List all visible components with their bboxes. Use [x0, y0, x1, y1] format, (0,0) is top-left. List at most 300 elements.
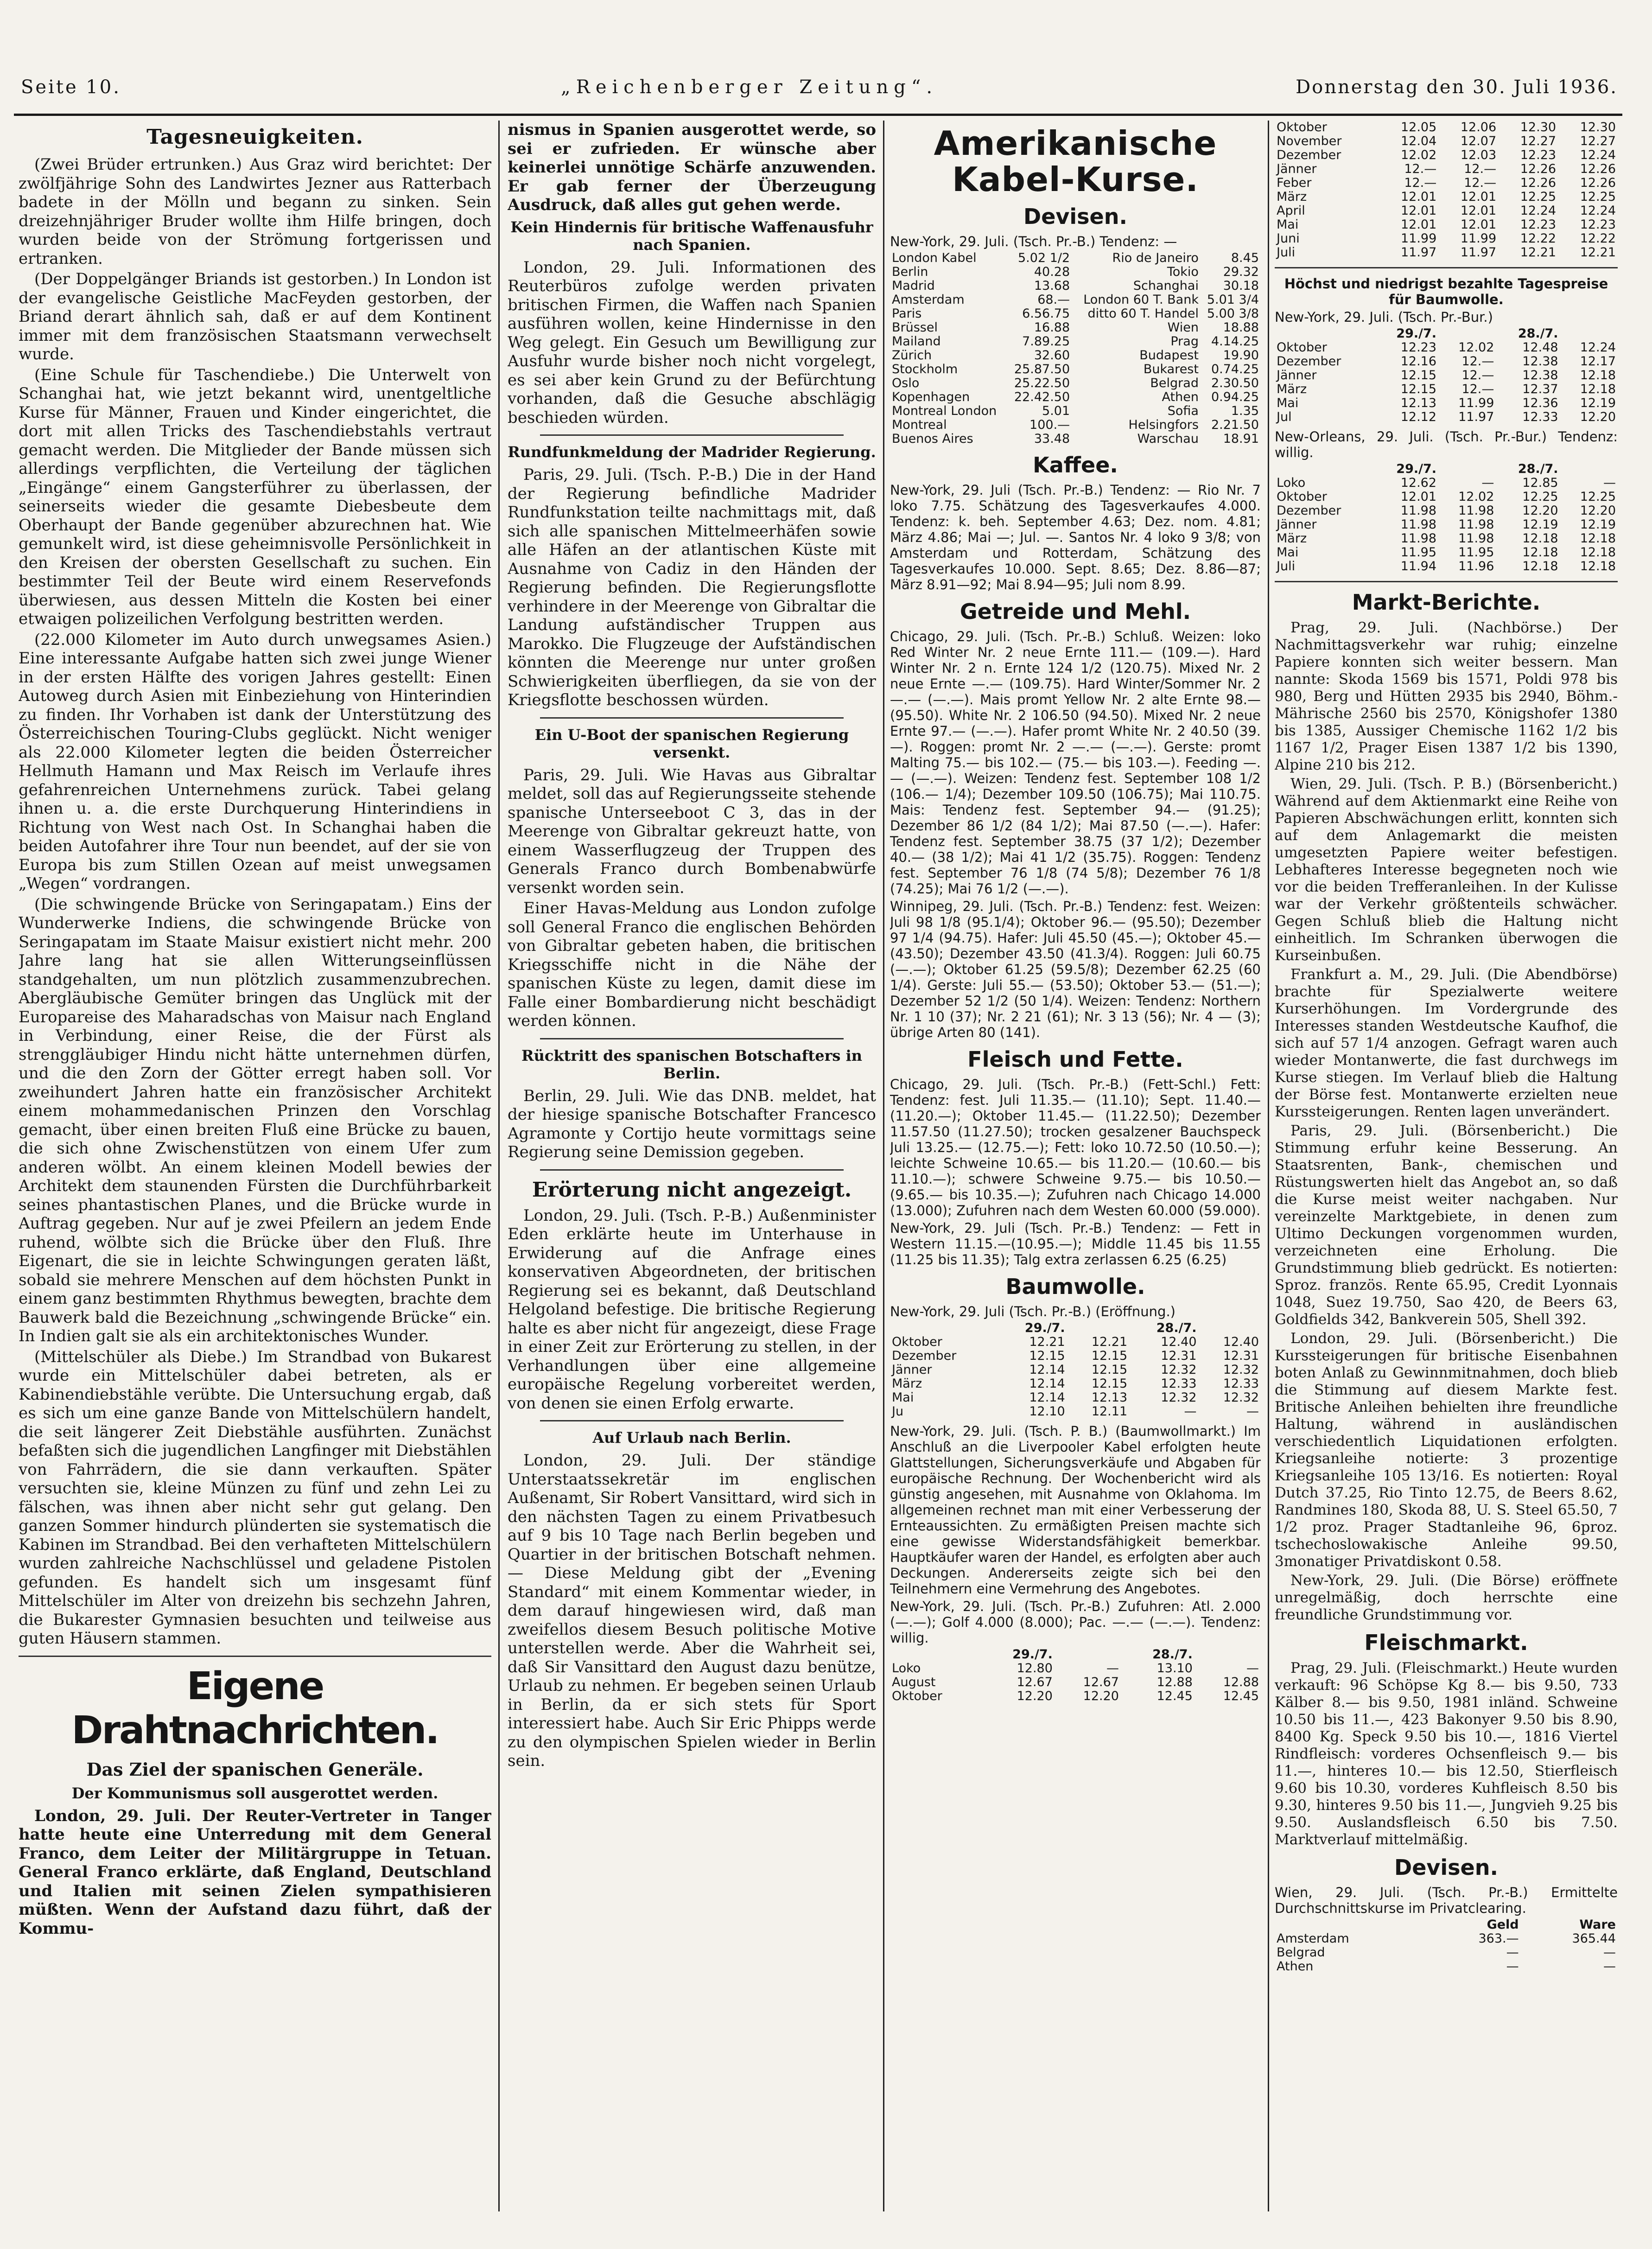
table-cell: 12.20 [1083, 1689, 1119, 1703]
table-row [890, 1662, 1261, 1676]
table-cell: 11.97 [1460, 245, 1497, 260]
table-row [890, 265, 1261, 279]
section-title: Fleischmarkt. [1364, 1630, 1528, 1655]
table-cell: Juni [1277, 231, 1300, 246]
table-cell: 12.38 [1522, 368, 1558, 382]
table-cell: 12.40 [1161, 1335, 1197, 1349]
table-cell [890, 1648, 981, 1662]
market-report: New-York, 29. Juli. (Die Börse) eröffnete unregelmäßig, doch herrschte eine freundliche Grundstimmung vor. [1275, 1572, 1618, 1623]
table-cell: 28./7. [1152, 1647, 1193, 1662]
table-cell: 12.45 [1156, 1689, 1193, 1703]
table-cell: Ju [892, 1404, 904, 1419]
table-cell: 12.67 [1083, 1675, 1119, 1689]
table-cell: Dezember [1277, 354, 1341, 369]
table-cell: 100.— [1029, 418, 1070, 432]
table-row [1275, 518, 1618, 532]
table-row [1275, 490, 1618, 504]
table-cell: 12.18 [1522, 559, 1558, 573]
table-row [1275, 410, 1618, 424]
cotton-table [890, 1321, 1261, 1419]
column-3 [890, 121, 1261, 2216]
table-cell: Mailand [892, 334, 941, 349]
table-row [890, 279, 1261, 293]
table-cell: Oktober [1277, 340, 1327, 355]
market-text: Chicago, 29. Juli. (Tsch. Pr.-B.) Schluß. Weizen: loko Red Winter Nr. 2 neue Ernte 111.— (109.—). Hard Winter Nr. 2 n. Ernte 124 1/2 (120.75). Mixed Nr. 2 neue Ernte —.— (109.75). Hard Winter/Sommer Nr. 2 —.— (—.—). Mais promt Yellow Nr. 2 alte Ernte 98.— (95.50). White Nr. 2 106.50 (94.50). Mixed Nr. 2 neue Ernte 97.— (—.—). Hafer promt White Nr. 2 40.50 (39.—). Roggen: promt Nr. 2 —.— (—.—). Gerste: promt Malting 75.— bis 102.— (75.— bis 103.—). Feeding —.— (—.—). Weizen: Tendenz fest. September 108 1/2 (106.— 1/4); Dezember 109.50 (106.75); Mai 110.75. Mais: Tendenz fest. September 94.— (91.25); Dezember 86 1/2 (84 1/2); Mai 87.50 (—.—). Hafer: Tendenz fest. September 38.75 (37 1/2); Dezember 40.— (38 1/2); Mai 41 1/2 (35.75). Roggen: Tendenz fest. September 76 1/8 (74 5/8); Dezember 76 1/8 (74.25); Mai 76 1/2 (—.—). [890, 629, 1261, 897]
table-cell: 12.17 [1580, 354, 1616, 369]
table-cell: 12.21 [1091, 1335, 1128, 1349]
table-cell: — [1603, 1959, 1616, 1974]
table-cell: 12.— [1461, 354, 1494, 369]
article-body: London, 29. Juli. Informationen des Reuterbüros zufolge werden privaten britischen Firmen, die Waffen nach Spanien ausführen wollen, keine Hindernisse in den Weg gelegt. Ein Gesuch um Bewilligung zur Ausfuhr wurde bisher noch nicht vorgelegt, es sei aber kein Grund zu der Befürchtung vorhanden, daß die Gesuche abschlägig beschieden würden. [508, 258, 876, 427]
market-report: Frankfurt a. M., 29. Juli. (Die Abendbörse) brachte für Spezialwerte weitere Kurserhöhungen. Im Vordergrunde des Interesses standen Westdeutsche Kaufhof, die sich auf 57 1/4 anzogen. Gefragt waren auch wieder Montanwerte, die fast durchwegs im Kurse stiegen. Im Verlauf blieb die Haltung der Börse fest. Montanwerte erzielten neue Kurssteigerungen. Renten lagen unverändert. [1275, 966, 1618, 1120]
table-row [1275, 396, 1618, 410]
table-cell: — [1184, 1404, 1197, 1419]
table-cell: 0.74.25 [1211, 362, 1259, 376]
article-body: Paris, 29. Juli. (Tsch. P.-B.) Die in der Hand der Regierung befindliche Madrider Rundfunkstation teilte nachmittags mit, daß sich alle spanischen Mittelmeerhäfen sowie alle Häfen an der atlantischen Küste mit Ausnahme von Cadiz in den Händen der Regierung befinden. Die Regierungsflotte verhindere in der Meerenge von Gibraltar die Landung aufständischer Truppen aus Marokko. Die Flugzeuge der Aufständischen könnten die Meerenge nur unter großen Schwierigkeiten überfliegen, da sie von der Kriegsflotte beschossen würden. [508, 465, 876, 709]
table-cell: — [1506, 1959, 1519, 1974]
table-cell: 12.36 [1522, 396, 1558, 410]
table-cell: 12.10 [1029, 1404, 1065, 1419]
table-cell: 11.98 [1400, 517, 1437, 532]
table-cell: 28./7. [1518, 462, 1558, 476]
table-cell: Geld [1487, 1918, 1519, 1932]
article-headline: Ein U-Boot der spanischen Regierung versenkt. [534, 726, 849, 761]
table-cell: Dezember [892, 1349, 957, 1363]
market-text: Chicago, 29. Juli. (Tsch. Pr.-B.) (Fett-Schl.) Fett: Tendenz: fest. Juli 11.35.— (11.10); Sept. 11.40.— (11.20.—); Oktober 11.45.— (11.22.50); Dezember 11.57.50 (11.27.50); trocken gesalzener Bauchspeck Juli 13.25.— (12.75.—); Fett: loko 10.72.50 (10.50.—); leichte Schweine 10.65.— bis 11.20.— (10.60.— bis 11.10.—); schwere Schweine 9.75.— bis 10.50.— (9.65.— bis 10.35.—); Zufuhren nach Chicago 14.000 (13.000); Zufuhren nach dem Westen 60.000 (59.000). [890, 1077, 1261, 1218]
column-rule [1268, 121, 1269, 2211]
table-cell: — [1246, 1661, 1259, 1676]
column-rule [498, 121, 500, 2211]
subsection-title: Fleisch und Fette. [967, 1047, 1183, 1072]
devisen-table [1275, 1918, 1618, 1974]
news-item: (22.000 Kilometer im Auto durch unwegsames Asien.) Eine interessante Aufgabe hatten sich zwei junge Wiener in der ersten Hälfte des vorigen Jahres gestellt: Einen Autoweg durch Asien mit Einbeziehung von Hinterindien zu finden. Ihr Vorhaben ist dank der Unterstützung des Österreichischen Touring-Clubs geglückt. Nicht weniger als 22.000 Kilometer legten die beiden Österreicher Hellmuth Hamann und Max Reisch im Verlaufe ihres gefahrenreichen Unternehmens zurück. Tabei gelang ihnen u. a. die erste Durchquerung Hinterindiens in Richtung von West nach Ost. In Schanghai haben die beiden Autofahrer ihre Tour nun beendet, auf der sie von Europa bis zum Stillen Ozean auf meist unwegsamen „Wegen“ vordrangen. [19, 630, 491, 893]
table-cell: Dezember [1277, 148, 1341, 162]
table-cell: 12.03 [1460, 148, 1497, 162]
subsection-title: Devisen. [1023, 204, 1127, 229]
table-cell: Oktober [1277, 490, 1327, 504]
table-row [890, 1405, 1261, 1419]
table-cell: 12.01 [1460, 190, 1497, 204]
subsection-title: Kaffee. [1033, 452, 1118, 478]
article-body: London, 29. Juli. (Tsch. P.-B.) Außenminister Eden erklärte heute im Unterhause in Erwiderung auf die Anfrage eines konservativen Abgeordneten, der britischen Regierung sei es bekannt, daß Deutschland Helgoland befestige. Die britische Regierung halte es aber nicht für angezeigt, diese Frage in einer Zeit zur Erörterung zu stellen, in der Verhandlungen über eine allgemeine europäische Regelung vorbereitet werden, von denen sie einen Erfolg erwarte. [508, 1206, 876, 1413]
market-report: Wien, 29. Juli. (Tsch. P. B.) (Börsenbericht.) Während auf dem Aktienmarkt eine Reihe von Papieren Abschwächungen erlitt, konnten sich auf dem Anlagemarkt die meisten umgesetzten Papiere weiter befestigen. Lebhafteres Interesse begegneten noch wie vor die beiden Trefferanleihen. In der Kulisse war der Verkehr größtenteils schwächer. Gegen Schluß blieb die Haltung nicht einheitlich. Im Schranken überwogen die Kurseinbußen. [1275, 776, 1618, 964]
table-row [1275, 1960, 1618, 1974]
article-headline: Das Ziel der spanischen Generäle. [86, 1758, 424, 1780]
table-header-row [890, 1648, 1261, 1662]
article-headline: Erörterung nicht angezeigt. [532, 1178, 852, 1202]
table-cell: 5.01 [1042, 404, 1070, 418]
table-cell: Kopenhagen [892, 390, 970, 404]
table-cell: 12.26 [1580, 176, 1616, 190]
table-cell: 12.85 [1522, 476, 1558, 490]
article-headline: Kein Hindernis für britische Waffenausfuhr nach Spanien. [510, 218, 873, 254]
table-cell: 12.20 [1580, 410, 1616, 424]
market-text: New-York, 29. Juli. (Tsch. P. B.) (Baumwollmarkt.) Im Anschluß an die Liverpooler Kabel erfolgten heute Glattstellungen, Sicherungsverkäufe und Abgaben für europäische Rechnung. Der Wochenbericht wird als günstig angesehen, mit Ausnahme von Oklahoma. Im allgemeinen rechnet man mit einer Verbesserung der Ernteaussichten. Zu ermäßigten Preisen machte sich eine gewisse Widerstandsfähigkeit bemerkbar. Hauptkäufer waren der Handel, es erfolgten aber auch Deckungen. Andererseits zeigte sich bei den Teilnehmern eine Vermehrung des Angebotes. [890, 1423, 1261, 1597]
table-row [1275, 355, 1618, 369]
article-body: Paris, 29. Juli. Wie Havas aus Gibraltar meldet, soll das auf Regierungsseite stehende spanische Unterseeboot C 3, das in der Meerenge von Gibraltar gekreuzt hatte, von einem Wasserflugzeug der Truppen des Generals Franco durch Bombenabwürfe versenkt worden sein. [508, 765, 876, 897]
table-cell: 12.32 [1223, 1363, 1259, 1377]
table-cell: 29./7. [1012, 1647, 1053, 1662]
news-item: (Eine Schule für Taschendiebe.) Die Unterwelt von Schanghai hat, wie jetzt bekannt wird, unentgeltliche Kurse für Männer, Frauen und Kinder eingerichtet, die dort mit allen Tricks des Taschendiebstahls vertraut gemacht werden. Die Mitglieder der Bande müssen sich allerdings verpflichten, die Verteilung der täglichen „Eingänge“ einem Gangsterführer zu überlassen, der seinerseits wieder die gesamte Diebesbeute dem Oberhaupt der Bande gegenüber abzurechnen hat. Wie gemunkelt wird, ist diese geheimnisvolle Persönlichkeit in den Kreisen der obersten Gesellschaft zu suchen. Ein bestimmter Teil der Beute wird einem Reservefonds überwiesen, aus dessen Mitteln die Kosten bei einer etwaigen polizeilichen Verfolgung bestritten werden. [19, 365, 491, 628]
table-cell: 12.02 [1400, 148, 1437, 162]
table-cell: 12.12 [1400, 410, 1437, 424]
subsection-title: Baumwolle. [1005, 1274, 1145, 1299]
table-cell: 12.19 [1580, 517, 1616, 532]
table-row [1275, 246, 1618, 260]
table-cell: 12.02 [1458, 340, 1494, 355]
table-cell: 16.88 [1034, 320, 1070, 335]
table-cell: 12.24 [1580, 340, 1616, 355]
table-cell: 12.18 [1580, 531, 1616, 546]
table-cell: Helsingfors [1128, 418, 1199, 432]
table-cell: 11.98 [1400, 531, 1437, 546]
table-cell: 12.— [1464, 176, 1497, 190]
table-row [890, 1363, 1261, 1377]
table-cell: 25.22.50 [1014, 376, 1070, 390]
table-cell: 11.99 [1460, 231, 1497, 246]
table-row [890, 376, 1261, 390]
table-cell: 12.13 [1400, 396, 1437, 410]
table-cell: Bukarest [1143, 362, 1199, 376]
table-cell: 11.99 [1458, 396, 1494, 410]
table-cell: 12.04 [1400, 134, 1437, 148]
table-row [1275, 341, 1618, 355]
subsection-title: Höchst und niedrigst bezahlte Tagespreise für Baumwolle. [1284, 276, 1608, 307]
table-row [1275, 148, 1618, 162]
table-cell: Wien [1167, 320, 1199, 335]
table-header-row [1275, 462, 1618, 476]
table-cell [1275, 327, 1374, 341]
table-cell: März [1277, 190, 1307, 204]
table-cell: 13.10 [1156, 1661, 1193, 1676]
table-row [1275, 1932, 1618, 1946]
table-cell: Mai [1277, 217, 1299, 232]
table-cell: 29./7. [1396, 462, 1437, 476]
divider [540, 434, 844, 436]
table-cell: 12.— [1404, 162, 1437, 176]
table-cell: Paris [892, 306, 922, 321]
table-cell: 12.22 [1520, 231, 1557, 246]
table-cell: 12.32 [1161, 1390, 1197, 1405]
table-row [890, 432, 1261, 446]
table-cell: 5.01 3/4 [1207, 293, 1259, 307]
table-cell: 12.18 [1580, 545, 1616, 560]
table-cell: — [1506, 1945, 1519, 1960]
table-cell: 30.18 [1223, 279, 1259, 293]
table-cell: 12.18 [1580, 382, 1616, 396]
table-row [1275, 560, 1618, 573]
market-report: London, 29. Juli. (Börsenbericht.) Die Kurssteigerungen für britische Eisenbahnen boten Anlaß zu Gewinnmitnahmen, doch blieb die Stimmung auf diesem Markte fest. Britische Anleihen behielten ihre freundliche Haltung, während in ausländischen verschiedentlich Liquidationen erfolgten. Kriegsanleihe notierte: 3 prozentige Kriegsanleihe 105 13/16. Es notierten: Royal Dutch 37.25, Rio Tinto 12.75, de Beers 8.62, Randmines 180, Skoda 88, U. S. Steel 65.50, 7 1/2 proz. Prager Stadtanleihe 96, 6proz. tschechoslowakische Anleihe 99.50, 3monatiger Privatdiskont 0.58. [1275, 1330, 1618, 1570]
table-cell: 12.26 [1520, 176, 1557, 190]
table-row [890, 1391, 1261, 1405]
table-cell: London 60 T. Bank [1083, 293, 1199, 307]
table-cell: Montreal [892, 418, 947, 432]
market-text: Winnipeg, 29. Juli. (Tsch. Pr.-B.) Tendenz: fest. Weizen: Juli 98 1/8 (95.1/4); Oktober 96.— (95.50); Dezember 97 1/4 (94.75). Hafer: Juli 45.50 (45.—); Oktober 45.— (43.50); Dezember 43.50 (41.3/4). Roggen: Juli 60.75 (—.—); Oktober 61.25 (59.5/8); Dezember 62.25 (60 1/4). Gerste: Juli 55.— (53.50); Oktober 53.— (51.—); Dezember 52 1/2 (50 1/4). Weizen: Tendenz: Northern Nr. 1 10 (37); Nr. 2 21 (61); Nr. 3 13 (56); Nr. 4 — (3); übrige Arten 80 (141). [890, 898, 1261, 1040]
table-cell: 11.98 [1458, 531, 1494, 546]
table-cell: 12.16 [1400, 354, 1437, 369]
table-cell: 11.97 [1400, 245, 1437, 260]
table-cell: 12.14 [1029, 1376, 1065, 1391]
page-header [14, 72, 1622, 116]
table-cell: 12.23 [1400, 340, 1437, 355]
table-cell: 12.20 [1522, 503, 1558, 518]
newspaper-page [14, 51, 1622, 2230]
table-cell: 12.33 [1522, 410, 1558, 424]
table-cell: Amsterdam [892, 293, 965, 307]
table-row [890, 321, 1261, 335]
table-cell: 12.21 [1520, 245, 1557, 260]
quote-note: New-Orleans, 29. Juli. (Tsch. Pr.-Bur.) Tendenz: willig. [1275, 429, 1618, 460]
table-cell: 12.21 [1029, 1335, 1065, 1349]
table-cell: Budapest [1139, 348, 1199, 363]
table-cell: 12.80 [1017, 1661, 1053, 1676]
table-row [890, 1676, 1261, 1689]
table-cell: 12.01 [1400, 190, 1437, 204]
table-cell: — [1106, 1661, 1119, 1676]
table-cell: März [1277, 531, 1307, 546]
table-cell: Mai [892, 1390, 914, 1405]
table-cell: Mai [1277, 545, 1299, 560]
column-2 [508, 121, 876, 2216]
table-cell [1275, 1918, 1430, 1932]
table-cell: Oslo [892, 376, 920, 390]
market-report: Prag, 29. Juli. (Fleischmarkt.) Heute wurden verkauft: 96 Schöpse Kg 8.— bis 9.50, 733 Kälber 8.— bis 9.50, 1981 inländ. Schweine 10.50 bis 11.—, 423 Bakonyer 9.50 bis 8.90, 8400 Kg. Speck 9.50 bis 10.—, 1816 Viertel Rindfleisch: vorderes Ochsenfleisch 9.— bis 11.—, hinteres 10.— bis 12.50, Stierfleisch 9.60 bis 10.30, vorderes Kuhfleisch 8.50 bis 9.30, hinteres 9.50 bis 11.—, Jungvieh 9.25 bis 9.50. Auslandsfleisch 6.50 bis 7.50. Marktverlauf mittelmäßig. [1275, 1660, 1618, 1848]
article-body: Berlin, 29. Juli. Wie das DNB. meldet, hat der hiesige spanische Botschafter Francesco Agramonte y Cortijo heute vormittags seine Regierung seine Demission gegeben. [508, 1086, 876, 1161]
table-cell: 12.14 [1029, 1390, 1065, 1405]
table-cell: 28./7. [1156, 1321, 1197, 1335]
table-cell: 12.13 [1091, 1390, 1128, 1405]
table-cell: 29./7. [1396, 326, 1437, 341]
table-cell: 12.88 [1156, 1675, 1193, 1689]
table-cell: 18.91 [1223, 432, 1259, 446]
table-cell: 11.99 [1400, 231, 1437, 246]
table-cell: 11.98 [1458, 503, 1494, 518]
news-item: (Der Doppelgänger Briands ist gestorben.) In London ist der evangelische Geistliche MacFeyden gestorben, der Briand derart ähnlich sah, daß er auf dem Kontinent immer mit dem französischen Staatsmann verwechselt wurde. [19, 270, 491, 363]
table-row [890, 293, 1261, 307]
table-cell: Mai [1277, 396, 1299, 410]
table-cell: 12.23 [1580, 217, 1616, 232]
table-cell: 12.27 [1580, 134, 1616, 148]
table-cell: 12.15 [1400, 368, 1437, 382]
table-cell: 12.32 [1161, 1363, 1197, 1377]
news-item: (Zwei Brüder ertrunken.) Aus Graz wird berichtet: Der zwölfjährige Sohn des Landwirtes Jezner aus Ratterbach badete in der Mölln und begann zu sinken. Sein dreizehnjähriger Bruder wollte ihm Hilfe bringen, doch wurden beide von der Strömung fortgerissen und ertranken. [19, 155, 491, 268]
table-cell: 12.38 [1522, 354, 1558, 369]
table-cell: Rio de Janeiro [1112, 251, 1199, 265]
table-cell: 1.35 [1231, 404, 1259, 418]
table-cell: 12.31 [1161, 1349, 1197, 1363]
table-row [890, 335, 1261, 349]
table-cell: 12.07 [1460, 134, 1497, 148]
cotton-table [1275, 121, 1618, 260]
table-cell: 12.37 [1522, 382, 1558, 396]
article-body: Einer Havas-Meldung aus London zufolge soll General Franco die englischen Behörden von Gibraltar gebeten haben, die britischen Kriegsschiffe nicht in die Nähe der spanischen Küste zu legen, damit diese im Falle einer Bombardierung nicht beschädigt werden können. [508, 899, 876, 1030]
table-cell: Feber [1277, 176, 1312, 190]
table-row [890, 1349, 1261, 1363]
news-item: (Die schwingende Brücke von Seringapatam.) Eins der Wunderwerke Indiens, die schwingende Brücke von Seringapatam im Staate Maisur existiert nicht mehr. 200 Jahre lang hat sie allen Witterungseinflüssen standgehalten, um nun plötzlich zusammenzubrechen. Abergläubische Gemüter bringen das Unglück mit der Europareise des Maharadschas von Maisur nach England in Verbindung, einer Reise, die der Fürst als strenggläubiger Hindu nicht hätte unternehmen dürfen, und die den Zorn der Götter erregt haben soll. Vor zweihundert Jahren hatte ein französischer Architekt einem mohammedanischen Prinzen den Vorschlag gemacht, über einen breiten Fluß eine Brücke zu bauen, die sich ohne Zwischenstützen von einem Ufer zum anderen wölbt. An einem kleinen Modell bewies der Architekt dem staunenden Fürsten die Durchführbarkeit seines phantastischen Planes, und die Brücke wurde in Auftrag gegeben. Nur auf je zwei Pfeilern an jedem Ende ruhend, wölbte sich die Brücke über den Fluß. Ihre Eigenart, die sie in leichte Schwingungen geraten läßt, sobald sie mehrere Menschen auf dem höchsten Punkt in einem ganz bestimmten Rhythmus bewegten, brachte dem Bauwerk bald die Bezeichnung „schwingende Brücke“ ein. In Indien galt sie als ein architektonisches Wunder. [19, 895, 491, 1345]
table-cell: Prag [1170, 334, 1199, 349]
divider [540, 1169, 844, 1171]
table-cell: 12.18 [1580, 559, 1616, 573]
table-cell: 12.01 [1400, 204, 1437, 218]
table-cell: Loko [892, 1661, 921, 1676]
table-cell: 12.25 [1520, 190, 1557, 204]
table-cell: 12.02 [1458, 490, 1494, 504]
table-cell: Belgrad [1150, 376, 1199, 390]
table-cell: — [1603, 476, 1616, 490]
table-cell: 6.56.75 [1022, 306, 1070, 321]
table-cell: Oktober [892, 1335, 942, 1349]
table-row [1275, 204, 1618, 218]
quote-note: New-York, 29. Juli. (Tsch. Pr.-B.) Tendenz: — [890, 234, 1177, 249]
article-body: nismus in Spanien ausgerottet werde, so sei er zufrieden. Er wünsche aber keinerlei unnötige Schärfe anzuwenden. Er gab ferner der Überzeugung Ausdruck, daß alles gut gehen werde. [508, 121, 876, 214]
devisen-table [890, 251, 1261, 446]
table-cell: 29.32 [1223, 265, 1259, 279]
table-cell: London Kabel [892, 251, 977, 265]
table-cell: 12.20 [1017, 1689, 1053, 1703]
table-cell: — [1246, 1404, 1259, 1419]
divider [540, 1038, 844, 1039]
table-cell: 12.62 [1400, 476, 1437, 490]
table-cell: 40.28 [1034, 265, 1070, 279]
table-cell [1560, 462, 1618, 476]
article-headline: Rundfunkmeldung der Madrider Regierung. [508, 443, 876, 461]
table-cell: Loko [1277, 476, 1306, 490]
table-cell: Juli [1277, 559, 1296, 573]
table-cell: 19.90 [1223, 348, 1259, 363]
table-cell: 12.18 [1522, 531, 1558, 546]
table-cell: 12.15 [1029, 1349, 1065, 1363]
table-row [890, 404, 1261, 418]
table-cell: 12.23 [1520, 217, 1557, 232]
table-cell: 29./7. [1024, 1321, 1065, 1335]
table-row [890, 1335, 1261, 1349]
table-cell: Berlin [892, 265, 928, 279]
table-cell [1067, 1321, 1129, 1335]
table-cell: August [892, 1675, 936, 1689]
table-cell: 25.87.50 [1014, 362, 1070, 376]
table-cell: Athen [1162, 390, 1199, 404]
table-row [890, 418, 1261, 432]
table-cell: April [1277, 204, 1305, 218]
issue-date: Donnerstag den 30. Juli 1936. [1296, 76, 1618, 98]
table-cell: 12.— [1464, 162, 1497, 176]
table-cell: 5.02 1/2 [1018, 251, 1070, 265]
table-cell: 12.33 [1223, 1376, 1259, 1391]
table-cell: Buenos Aires [892, 432, 973, 446]
table-cell: 28./7. [1518, 326, 1558, 341]
table-cell: 12.40 [1223, 1335, 1259, 1349]
table-cell: Warschau [1137, 432, 1199, 446]
table-row [890, 363, 1261, 376]
table-row [890, 390, 1261, 404]
quote-note: Wien, 29. Juli. (Tsch. Pr.-B.) Ermittelte Durchschnittskurse im Privatclearing. [1275, 1885, 1618, 1916]
table-cell: 12.— [1404, 176, 1437, 190]
table-cell: Ware [1579, 1918, 1616, 1932]
table-cell: Zürich [892, 348, 932, 363]
table-cell: 18.88 [1223, 320, 1259, 335]
table-cell: 8.45 [1231, 251, 1259, 265]
quote-note: New-York, 29. Juli. (Tsch. Pr.-Bur.) [1275, 309, 1493, 325]
subsection-title: Devisen. [1394, 1855, 1498, 1880]
table-header-row [1275, 327, 1618, 341]
table-cell: 33.48 [1034, 432, 1070, 446]
quote-note: New-York, 29. Juli (Tsch. Pr.-B.) (Eröffnung.) [890, 1304, 1175, 1319]
table-cell [1560, 327, 1618, 341]
table-cell: 12.32 [1223, 1390, 1259, 1405]
table-row [1275, 190, 1618, 204]
table-cell: Oktober [892, 1689, 942, 1703]
news-item: (Mittelschüler als Diebe.) Im Strandbad von Bukarest wurde ein Mittelschüler dabei betreten, als er Kabinendiebstähle verübte. Die Untersuchung ergab, daß es sich um eine ganze Bande von Mittelschülern handelt, die seit längerer Zeit Diebstähle ausführten. Zunächst befaßten sich die jugendlichen Langfinger mit Diebstählen von Fahrrädern, die sie dann verkauften. Später versuchten sie, kleine Münzen zu fünf und zehn Lei zu fälschen, was ihnen aber nicht sehr gut gelang. Den ganzen Sommer hindurch plünderten sie systematisch die Kabinen im Strandbad. Bei den verhafteten Mittelschülern wurden zahlreiche Nachschlüssel und geladene Pistolen gefunden. Es handelt sich um insgesamt fünf Mittelschüler im Alter von dreizehn bis sechzehn Jahren, die Bukarester Gymnasien besuchten und teilweise aus guten Häusern stammen. [19, 1347, 491, 1648]
table-cell: 2.21.50 [1211, 418, 1259, 432]
table-cell: 13.68 [1034, 279, 1070, 293]
table-cell: 12.26 [1520, 162, 1557, 176]
table-cell [1275, 462, 1374, 476]
table-cell: 12.27 [1520, 134, 1557, 148]
table-cell: 12.25 [1522, 490, 1558, 504]
table-cell: März [892, 1376, 922, 1391]
table-cell [1438, 327, 1496, 341]
table-cell: 12.24 [1580, 204, 1616, 218]
table-cell: Jul [1277, 410, 1292, 424]
table-cell: 12.30 [1520, 121, 1557, 134]
divider [19, 1656, 491, 1657]
table-cell: 12.21 [1580, 245, 1616, 260]
table-cell: Dezember [1277, 503, 1341, 518]
table-cell [1438, 462, 1496, 476]
table-cell: — [1603, 1945, 1616, 1960]
table-row [890, 1377, 1261, 1391]
table-cell: 12.24 [1520, 204, 1557, 218]
table-row [1275, 1946, 1618, 1960]
section-title: Markt-Berichte. [1352, 590, 1541, 615]
table-cell: Jänner [1277, 517, 1317, 532]
subsection-title: Getreide und Mehl. [959, 599, 1191, 624]
table-cell: 12.15 [1091, 1376, 1128, 1391]
table-row [890, 307, 1261, 321]
table-cell: 32.60 [1034, 348, 1070, 363]
table-cell: 0.94.25 [1211, 390, 1259, 404]
table-cell: 12.45 [1223, 1689, 1259, 1703]
table-header-row [890, 1321, 1261, 1335]
table-cell: 12.20 [1580, 503, 1616, 518]
table-cell [890, 1321, 998, 1335]
price-table [1275, 462, 1618, 573]
table-cell: 12.15 [1400, 382, 1437, 396]
table-cell: 12.48 [1522, 340, 1558, 355]
table-cell: Madrid [892, 279, 935, 293]
article-body: London, 29. Juli. Der ständige Unterstaatssekretär im englischen Außenamt, Sir Robert Vansittard, wird sich in den nächsten Tagen zu einem Privatbesuch auf 9 bis 10 Tage nach Berlin begeben und Quartier in der britischen Botschaft nehmen. — Diese Meldung gibt der „Evening Standard“ mit einem Kommentar wieder, in dem darauf hingewiesen wird, daß man zweifellos diesem Besuch politische Motive unterstellen werde. Aber die Wahrheit sei, daß Sir Vansittard den August dazu benütze, Urlaub zu nehmen. Er begeben seinen Urlaub in Berlin, da er sich stets für Sport interessiert habe. Auch Sir Eric Phipps werde zu den olympischen Spielen wieder in Berlin sein. [508, 1451, 876, 1770]
divider [540, 1420, 844, 1421]
table-cell: 365.44 [1572, 1931, 1616, 1946]
page-number: Seite 10. [21, 76, 121, 98]
table-cell: 7.89.25 [1022, 334, 1070, 349]
table-cell: 68.— [1037, 293, 1070, 307]
table-row [1275, 546, 1618, 560]
table-cell: 11.95 [1458, 545, 1494, 560]
table-row [1275, 162, 1618, 176]
table-cell: 12.14 [1029, 1363, 1065, 1377]
table-cell: 12.25 [1580, 490, 1616, 504]
cotton-table [890, 1648, 1261, 1703]
table-cell: Montreal London [892, 404, 997, 418]
table-cell: Brüssel [892, 320, 938, 335]
table-cell: 12.01 [1460, 204, 1497, 218]
table-cell: 12.33 [1161, 1376, 1197, 1391]
table-cell: 12.19 [1580, 396, 1616, 410]
article-headline: Rücktritt des spanischen Botschafters in Berlin. [521, 1046, 862, 1082]
table-cell: November [1277, 134, 1342, 148]
wire-section-title: Eigene Drahtnachrichten. [71, 1664, 438, 1752]
